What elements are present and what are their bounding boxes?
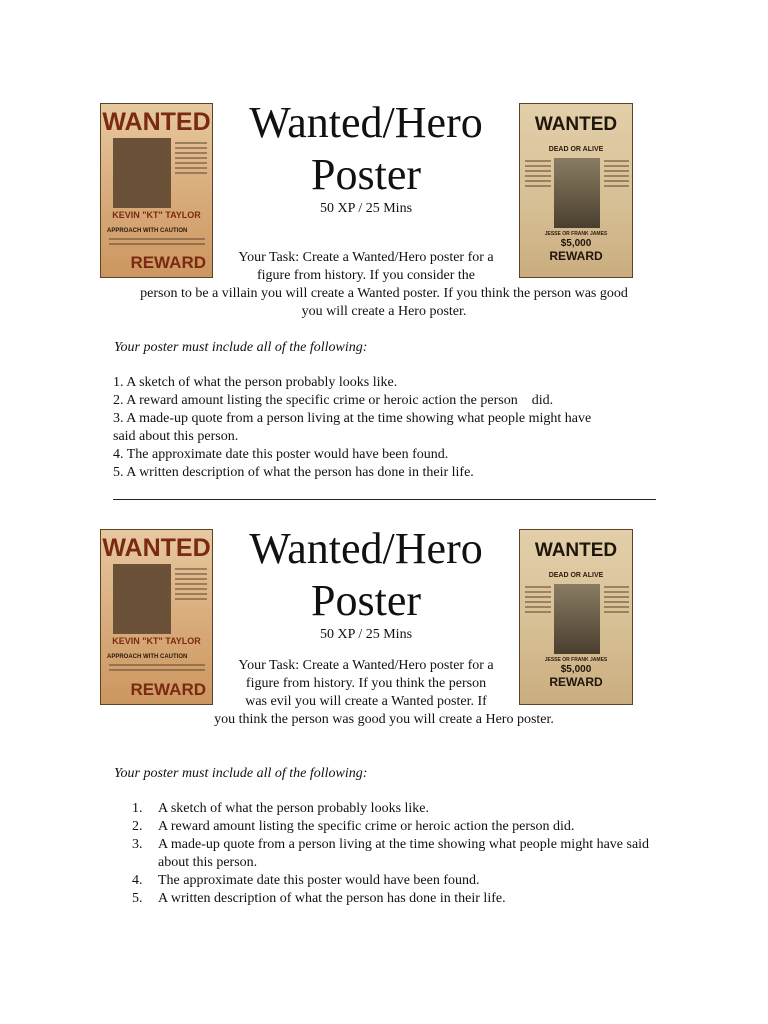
poster-name: KEVIN "KT" TAYLOR <box>112 210 201 220</box>
poster-text-lines-2 <box>604 586 629 616</box>
section-divider <box>113 499 656 500</box>
poster-caution: APPROACH WITH CAUTION <box>107 654 188 660</box>
list-item: 2. A reward amount listing the specific crime or heroic action the person did. <box>113 393 554 408</box>
task-text-line-4: you think the person was good you will create a Hero poster. <box>214 712 554 727</box>
poster-text-lines <box>175 568 207 603</box>
poster-subheading: DEAD OR ALIVE <box>548 146 604 153</box>
poster-text-lines <box>525 586 551 616</box>
poster-heading: WANTED <box>102 534 211 562</box>
requirements-list <box>113 374 673 482</box>
poster-photo <box>113 564 171 634</box>
task-text-line-2: figure from history. If you consider the <box>257 268 475 283</box>
task-text-line-3: was evil you will create a Wanted poster. If <box>245 694 487 709</box>
poster-text-lines <box>525 160 551 190</box>
wanted-poster-image-left <box>100 103 213 278</box>
xp-time-label: 50 XP / 25 Mins <box>319 627 413 642</box>
poster-amount: $5,000 <box>560 238 592 249</box>
poster-text-lines-2 <box>109 664 205 674</box>
poster-text-lines-2 <box>604 160 629 190</box>
poster-subheading: DEAD OR ALIVE <box>548 572 604 579</box>
xp-time-label: 50 XP / 25 Mins <box>319 201 413 216</box>
poster-reward: REWARD <box>130 253 206 272</box>
list-item: 1. A sketch of what the person probably looks like. <box>113 375 398 390</box>
poster-reward: REWARD <box>549 249 603 263</box>
poster-text-lines-2 <box>109 238 205 248</box>
list-item: 5. A written description of what the person has done in their life. <box>113 465 474 480</box>
poster-names: JESSE OR FRANK JAMES <box>544 657 608 663</box>
poster-amount: $5,000 <box>560 664 592 675</box>
task-text-line-1: Your Task: Create a Wanted/Hero poster for a <box>238 658 494 673</box>
list-item: 5. A written description of what the person has done in their life. <box>132 891 506 906</box>
list-item: 1. A sketch of what the person probably looks like. <box>132 801 430 816</box>
task-text-line-2: figure from history. If you think the person <box>245 676 487 691</box>
list-item: 4. The approximate date this poster would have been found. <box>113 447 449 462</box>
page-title: Wanted/Hero Poster <box>249 98 483 199</box>
poster-heading: WANTED <box>102 108 211 136</box>
task-text-line-4: you will create a Hero poster. <box>301 304 467 319</box>
poster-photo <box>113 138 171 208</box>
poster-heading: WANTED <box>534 540 618 561</box>
requirements-list <box>132 800 672 908</box>
poster-name: KEVIN "KT" TAYLOR <box>112 636 201 646</box>
list-item: 3. A made-up quote from a person living at the time showing what people might have said about this person. <box>132 837 650 870</box>
requirements-heading: Your poster must include all of the following: <box>114 766 368 781</box>
task-text-line-3: person to be a villain you will create a Wanted poster. If you think the person was good <box>140 286 628 301</box>
poster-reward: REWARD <box>130 680 206 699</box>
list-item: 4. The approximate date this poster would have been found. <box>132 873 480 888</box>
list-item: 3. A made-up quote from a person living at the time showing what people might have <box>113 411 592 426</box>
page-title: Wanted/Hero Poster <box>249 524 483 625</box>
poster-names: JESSE OR FRANK JAMES <box>544 231 608 237</box>
wanted-poster-image-left <box>100 529 213 705</box>
poster-photo <box>554 584 600 654</box>
requirements-heading: Your poster must include all of the following: <box>114 340 368 355</box>
poster-heading: WANTED <box>534 114 618 135</box>
poster-reward: REWARD <box>549 675 603 689</box>
poster-caution: APPROACH WITH CAUTION <box>107 228 188 234</box>
task-text-line-1: Your Task: Create a Wanted/Hero poster for a <box>238 250 494 265</box>
wanted-poster-image-right <box>519 529 633 705</box>
list-item: 2. A reward amount listing the specific crime or heroic action the person did. <box>132 819 575 834</box>
wanted-poster-image-right <box>519 103 633 278</box>
poster-photo <box>554 158 600 228</box>
list-item: said about this person. <box>113 429 239 444</box>
poster-text-lines <box>175 142 207 177</box>
